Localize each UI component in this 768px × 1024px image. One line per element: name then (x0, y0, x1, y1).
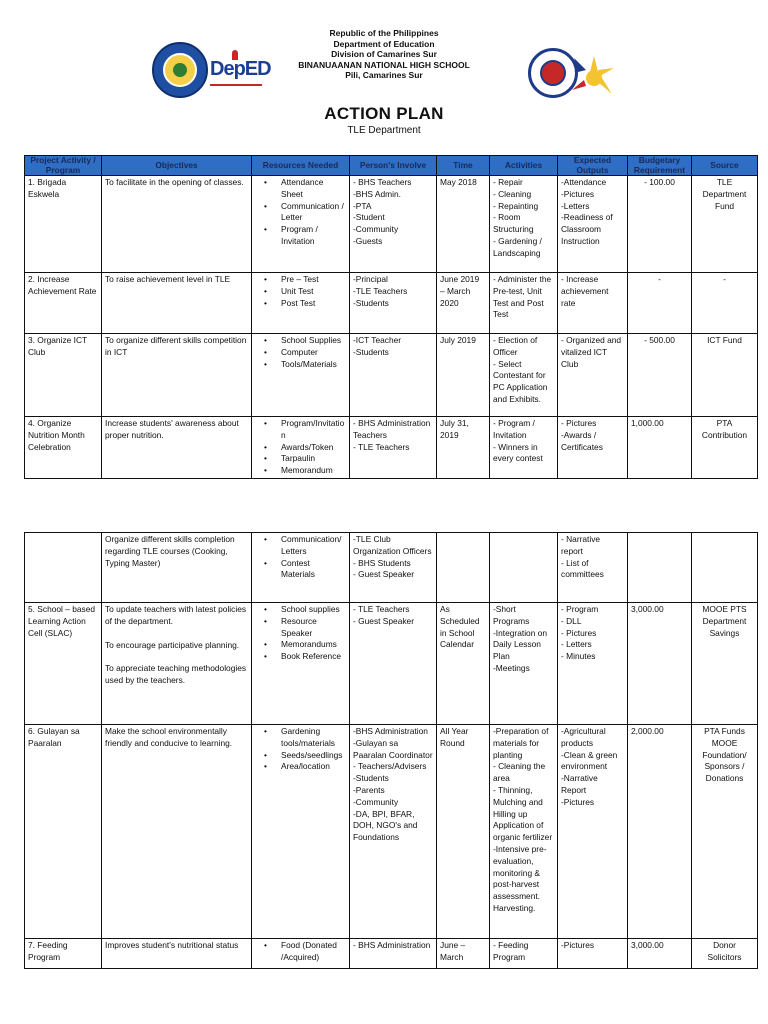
person-item: -Community (353, 796, 399, 807)
project-cell: 7. Feeding Program (25, 939, 102, 969)
activity-item: - Repair (493, 177, 523, 187)
activities-cell (490, 334, 558, 417)
objectives-cell (102, 417, 252, 479)
outputs-cell (558, 603, 628, 725)
resource-item: • Attendance Sheet (255, 177, 346, 201)
persons-cell (350, 176, 437, 273)
activity-item: - Thinning, Mulching and Hilling up Application of organic fertilizer (493, 784, 553, 843)
persons-cell (350, 533, 437, 603)
output-item: - Minutes (561, 651, 596, 662)
person-item: -PTA (353, 200, 372, 211)
school-seal-logo (152, 42, 208, 98)
resources-cell (252, 176, 350, 273)
output-item: -Letters (561, 200, 590, 211)
person-item: -Community (353, 224, 399, 235)
output-item: -Awards / Certificates (561, 429, 603, 452)
resources-cell (252, 417, 350, 479)
resources-cell (252, 603, 350, 725)
column-header: Source (692, 156, 758, 176)
table-row (25, 533, 758, 603)
resource-item: • Area/location (255, 761, 346, 773)
person-item: -Principal (353, 274, 388, 284)
time-cell: May 2018 (437, 176, 490, 273)
resources-cell (252, 273, 350, 334)
resource-item: • School Supplies (255, 335, 346, 347)
person-item: -Guests (353, 235, 383, 246)
resource-item: • Communication / Letter (255, 201, 346, 225)
persons-cell (350, 417, 437, 479)
activities-cell (490, 533, 558, 603)
objective-text: To raise achievement level in TLE (105, 274, 231, 284)
output-item: -Pictures (561, 796, 595, 807)
time-cell: June – March (437, 939, 490, 969)
output-item: - List of committees (561, 557, 604, 580)
resource-item: • Food (Donated /Acquired) (255, 940, 346, 964)
output-item: - DLL (561, 615, 582, 626)
column-header: Objectives (102, 156, 252, 176)
objectives-cell (102, 334, 252, 417)
person-item: -TLE Teachers (353, 285, 408, 296)
project-cell: 1. Brigada Eskwela (25, 176, 102, 273)
person-item: -BHS Admin. (353, 188, 401, 199)
deped-logo-text: DepED (210, 58, 271, 80)
time-cell: As Scheduled in School Calendar (437, 603, 490, 725)
letterhead-line: Republic of the Philippines (329, 28, 439, 38)
activity-item: - Gardening / Landscaping (493, 235, 542, 258)
project-cell: 5. School – based Learning Action Cell (SLAC) (25, 603, 102, 725)
objectives-cell (102, 603, 252, 725)
time-cell (437, 533, 490, 603)
column-header: Activities (490, 156, 558, 176)
column-header: Expected Outputs (558, 156, 628, 176)
letterhead-line: Pili, Camarines Sur (345, 70, 423, 80)
page-title: ACTION PLAN (324, 104, 444, 123)
output-item: - Increase achievement rate (561, 274, 609, 308)
output-item: - Letters (561, 639, 592, 650)
source-cell: PTA Funds MOOE Foundation/ Sponsors / Donations (692, 725, 758, 939)
objective-text: Improves student's nutritional status (105, 940, 239, 950)
person-item: -Students (353, 773, 389, 784)
budget-cell (628, 533, 692, 603)
activities-cell (490, 939, 558, 969)
budget-cell: 2,000.00 (628, 725, 692, 939)
activity-item: -Preparation of materials for planting (493, 726, 549, 760)
output-item: - Organized and vitalized ICT Club (561, 335, 622, 369)
budget-cell: 3,000.00 (628, 939, 692, 969)
resources-cell (252, 334, 350, 417)
persons-cell (350, 939, 437, 969)
table-row (25, 273, 758, 334)
person-item: -Parents (353, 784, 385, 795)
time-cell: All Year Round (437, 725, 490, 939)
resource-item: • Memorandum (255, 465, 346, 477)
person-item: -Students (353, 297, 389, 308)
activity-item: - Select Contestant for PC Application and Exhibits. (493, 358, 548, 404)
person-item: - TLE Teachers (353, 604, 410, 614)
outputs-cell (558, 939, 628, 969)
person-item: -DA, BPI, BFAR, DOH, NGO's and Foundations (353, 808, 418, 843)
outputs-cell (558, 417, 628, 479)
column-header: Person's Involve (350, 156, 437, 176)
budget-cell: - (628, 273, 692, 334)
project-cell: 4. Organize Nutrition Month Celebration (25, 417, 102, 479)
project-cell: 3. Organize ICT Club (25, 334, 102, 417)
person-item: -Student (353, 212, 385, 223)
source-cell (692, 533, 758, 603)
person-item: - Teachers/Advisers (353, 761, 427, 772)
activity-item: -Meetings (493, 662, 530, 673)
letterhead-line: Department of Education (333, 38, 435, 49)
source-cell: - (692, 273, 758, 334)
activity-item: -Integration on Daily Lesson Plan (493, 627, 548, 662)
person-item: -ICT Teacher (353, 335, 402, 345)
source-cell: MOOE PTS Department Savings (692, 603, 758, 725)
output-item: - Narrative report (561, 534, 601, 556)
objectives-cell (102, 176, 252, 273)
time-cell: July 31, 2019 (437, 417, 490, 479)
output-item: -Narrative Report (561, 773, 598, 795)
output-item: -Clean & green environment (561, 749, 618, 772)
activities-cell (490, 725, 558, 939)
time-cell: June 2019 – March 2020 (437, 273, 490, 334)
budget-cell: - 500.00 (628, 334, 692, 417)
table-row (25, 603, 758, 725)
resource-item: • Awards/Token (255, 442, 346, 454)
resource-item: • Contest Materials (255, 558, 346, 582)
source-cell: PTA Contribution (692, 417, 758, 479)
resource-item: • Program / Invitation (255, 224, 346, 248)
activity-item: - Feeding Program (493, 940, 529, 962)
resource-item: • Computer (255, 347, 346, 359)
deped-logo (210, 50, 271, 94)
resource-item: • Program/Invitation (255, 418, 346, 442)
objective-text: To encourage participative planning. (105, 639, 240, 650)
table-row (25, 939, 758, 969)
resource-item: • Tools/Materials (255, 359, 346, 371)
objectives-cell (102, 273, 252, 334)
activity-item: - Repainting (493, 200, 539, 211)
budget-cell: 1,000.00 (628, 417, 692, 479)
page-subtitle: TLE Department (347, 125, 421, 136)
table-row (25, 334, 758, 417)
person-item: -Gulayan sa Paaralan Coordinator (353, 737, 433, 760)
column-header: Project Activity / Program (25, 156, 102, 176)
activity-item: - Cleaning (493, 188, 532, 199)
person-item: - Guest Speaker (353, 615, 414, 626)
resource-item: • Gardening tools/materials (255, 726, 346, 750)
letterhead-line: Division of Camarines Sur (331, 49, 437, 59)
activity-item: - Election of Officer (493, 335, 538, 357)
action-plan-table-continued (24, 532, 758, 969)
objectives-cell (102, 939, 252, 969)
person-item: -Students (353, 346, 389, 357)
persons-cell (350, 725, 437, 939)
objective-text: Organize different skills completion regarding TLE courses (Cooking, Typing Master) (105, 534, 235, 568)
activity-item: -Intensive pre-evaluation, monitoring & post-harvest assessment. Harvesting. (493, 843, 547, 913)
time-cell: July 2019 (437, 334, 490, 417)
resource-item: • Memorandums (255, 639, 346, 651)
objective-text: To facilitate in the opening of classes. (105, 177, 244, 187)
letterhead-line: BINANUAANAN NATIONAL HIGH SCHOOL (298, 59, 470, 70)
resource-item: • Book Reference (255, 651, 346, 663)
objective-text: To appreciate teaching methodologies used by the teachers. (105, 663, 247, 686)
output-item: -Pictures (561, 940, 595, 950)
activity-item: - Room Structuring (493, 212, 534, 235)
activity-item: - Cleaning the area (493, 761, 546, 784)
output-item: -Readiness of Classroom Instruction (561, 212, 613, 246)
outputs-cell (558, 334, 628, 417)
person-item: -TLE Club Organization Officers (353, 534, 432, 556)
objective-text: Increase students' awareness about proper nutrition. (105, 418, 239, 440)
activities-cell (490, 273, 558, 334)
outputs-cell (558, 273, 628, 334)
source-cell: TLE Department Fund (692, 176, 758, 273)
table-row (25, 417, 758, 479)
output-item: - Pictures (561, 418, 597, 428)
sun-star-logo (568, 50, 620, 100)
person-item: - BHS Teachers (353, 177, 412, 187)
output-item: -Pictures (561, 188, 595, 199)
table-header-row (25, 156, 758, 176)
resource-item: • Unit Test (255, 286, 346, 298)
column-header: Budgetary Requirement (628, 156, 692, 176)
objective-text: Make the school environmentally friendly and conducive to learning. (105, 726, 233, 748)
outputs-cell (558, 176, 628, 273)
output-item: -Agricultural products (561, 726, 606, 748)
resource-item: • Pre – Test (255, 274, 346, 286)
person-item: - BHS Administration Teachers (353, 418, 431, 440)
outputs-cell (558, 725, 628, 939)
budget-cell: 3,000.00 (628, 603, 692, 725)
resource-item: • Post Test (255, 298, 346, 310)
resource-item: • Tarpaulin (255, 453, 346, 465)
activity-item: - Winners in every contest (493, 441, 543, 464)
objective-text: To organize different skills competition in ICT (105, 335, 247, 357)
persons-cell (350, 334, 437, 417)
objectives-cell (102, 533, 252, 603)
activity-item: - Program / Invitation (493, 418, 535, 440)
person-item: -BHS Administration (353, 726, 428, 736)
table-row (25, 176, 758, 273)
action-plan-table (24, 155, 758, 479)
resources-cell (252, 939, 350, 969)
activities-cell (490, 603, 558, 725)
letterhead (0, 28, 768, 81)
resources-cell (252, 725, 350, 939)
person-item: - BHS Administration (353, 940, 431, 950)
output-item: - Pictures (561, 627, 597, 638)
output-item: -Attendance (561, 177, 607, 187)
project-cell: 6. Gulayan sa Paaralan (25, 725, 102, 939)
resource-item: • School supplies (255, 604, 346, 616)
resource-item: • Communication/ Letters (255, 534, 346, 558)
source-cell: Donor Solicitors (692, 939, 758, 969)
table-row (25, 725, 758, 939)
person-item: - Guest Speaker (353, 569, 414, 580)
persons-cell (350, 603, 437, 725)
resource-item: • Resource Speaker (255, 616, 346, 640)
activity-item: -Short Programs (493, 604, 530, 626)
column-header: Time (437, 156, 490, 176)
output-item: - Program (561, 604, 599, 614)
project-cell: 2. Increase Achievement Rate (25, 273, 102, 334)
person-item: - TLE Teachers (353, 441, 410, 452)
activity-item: - Administer the Pre-test, Unit Test and Post Test (493, 274, 552, 320)
column-header: Resources Needed (252, 156, 350, 176)
project-cell (25, 533, 102, 603)
persons-cell (350, 273, 437, 334)
resource-item: • Seeds/seedlings (255, 750, 346, 762)
resources-cell (252, 533, 350, 603)
budget-cell: - 100.00 (628, 176, 692, 273)
outputs-cell (558, 533, 628, 603)
activities-cell (490, 176, 558, 273)
activities-cell (490, 417, 558, 479)
person-item: - BHS Students (353, 557, 411, 568)
objective-text: To update teachers with latest policies of the department. (105, 604, 247, 626)
objectives-cell (102, 725, 252, 939)
source-cell: ICT Fund (692, 334, 758, 417)
